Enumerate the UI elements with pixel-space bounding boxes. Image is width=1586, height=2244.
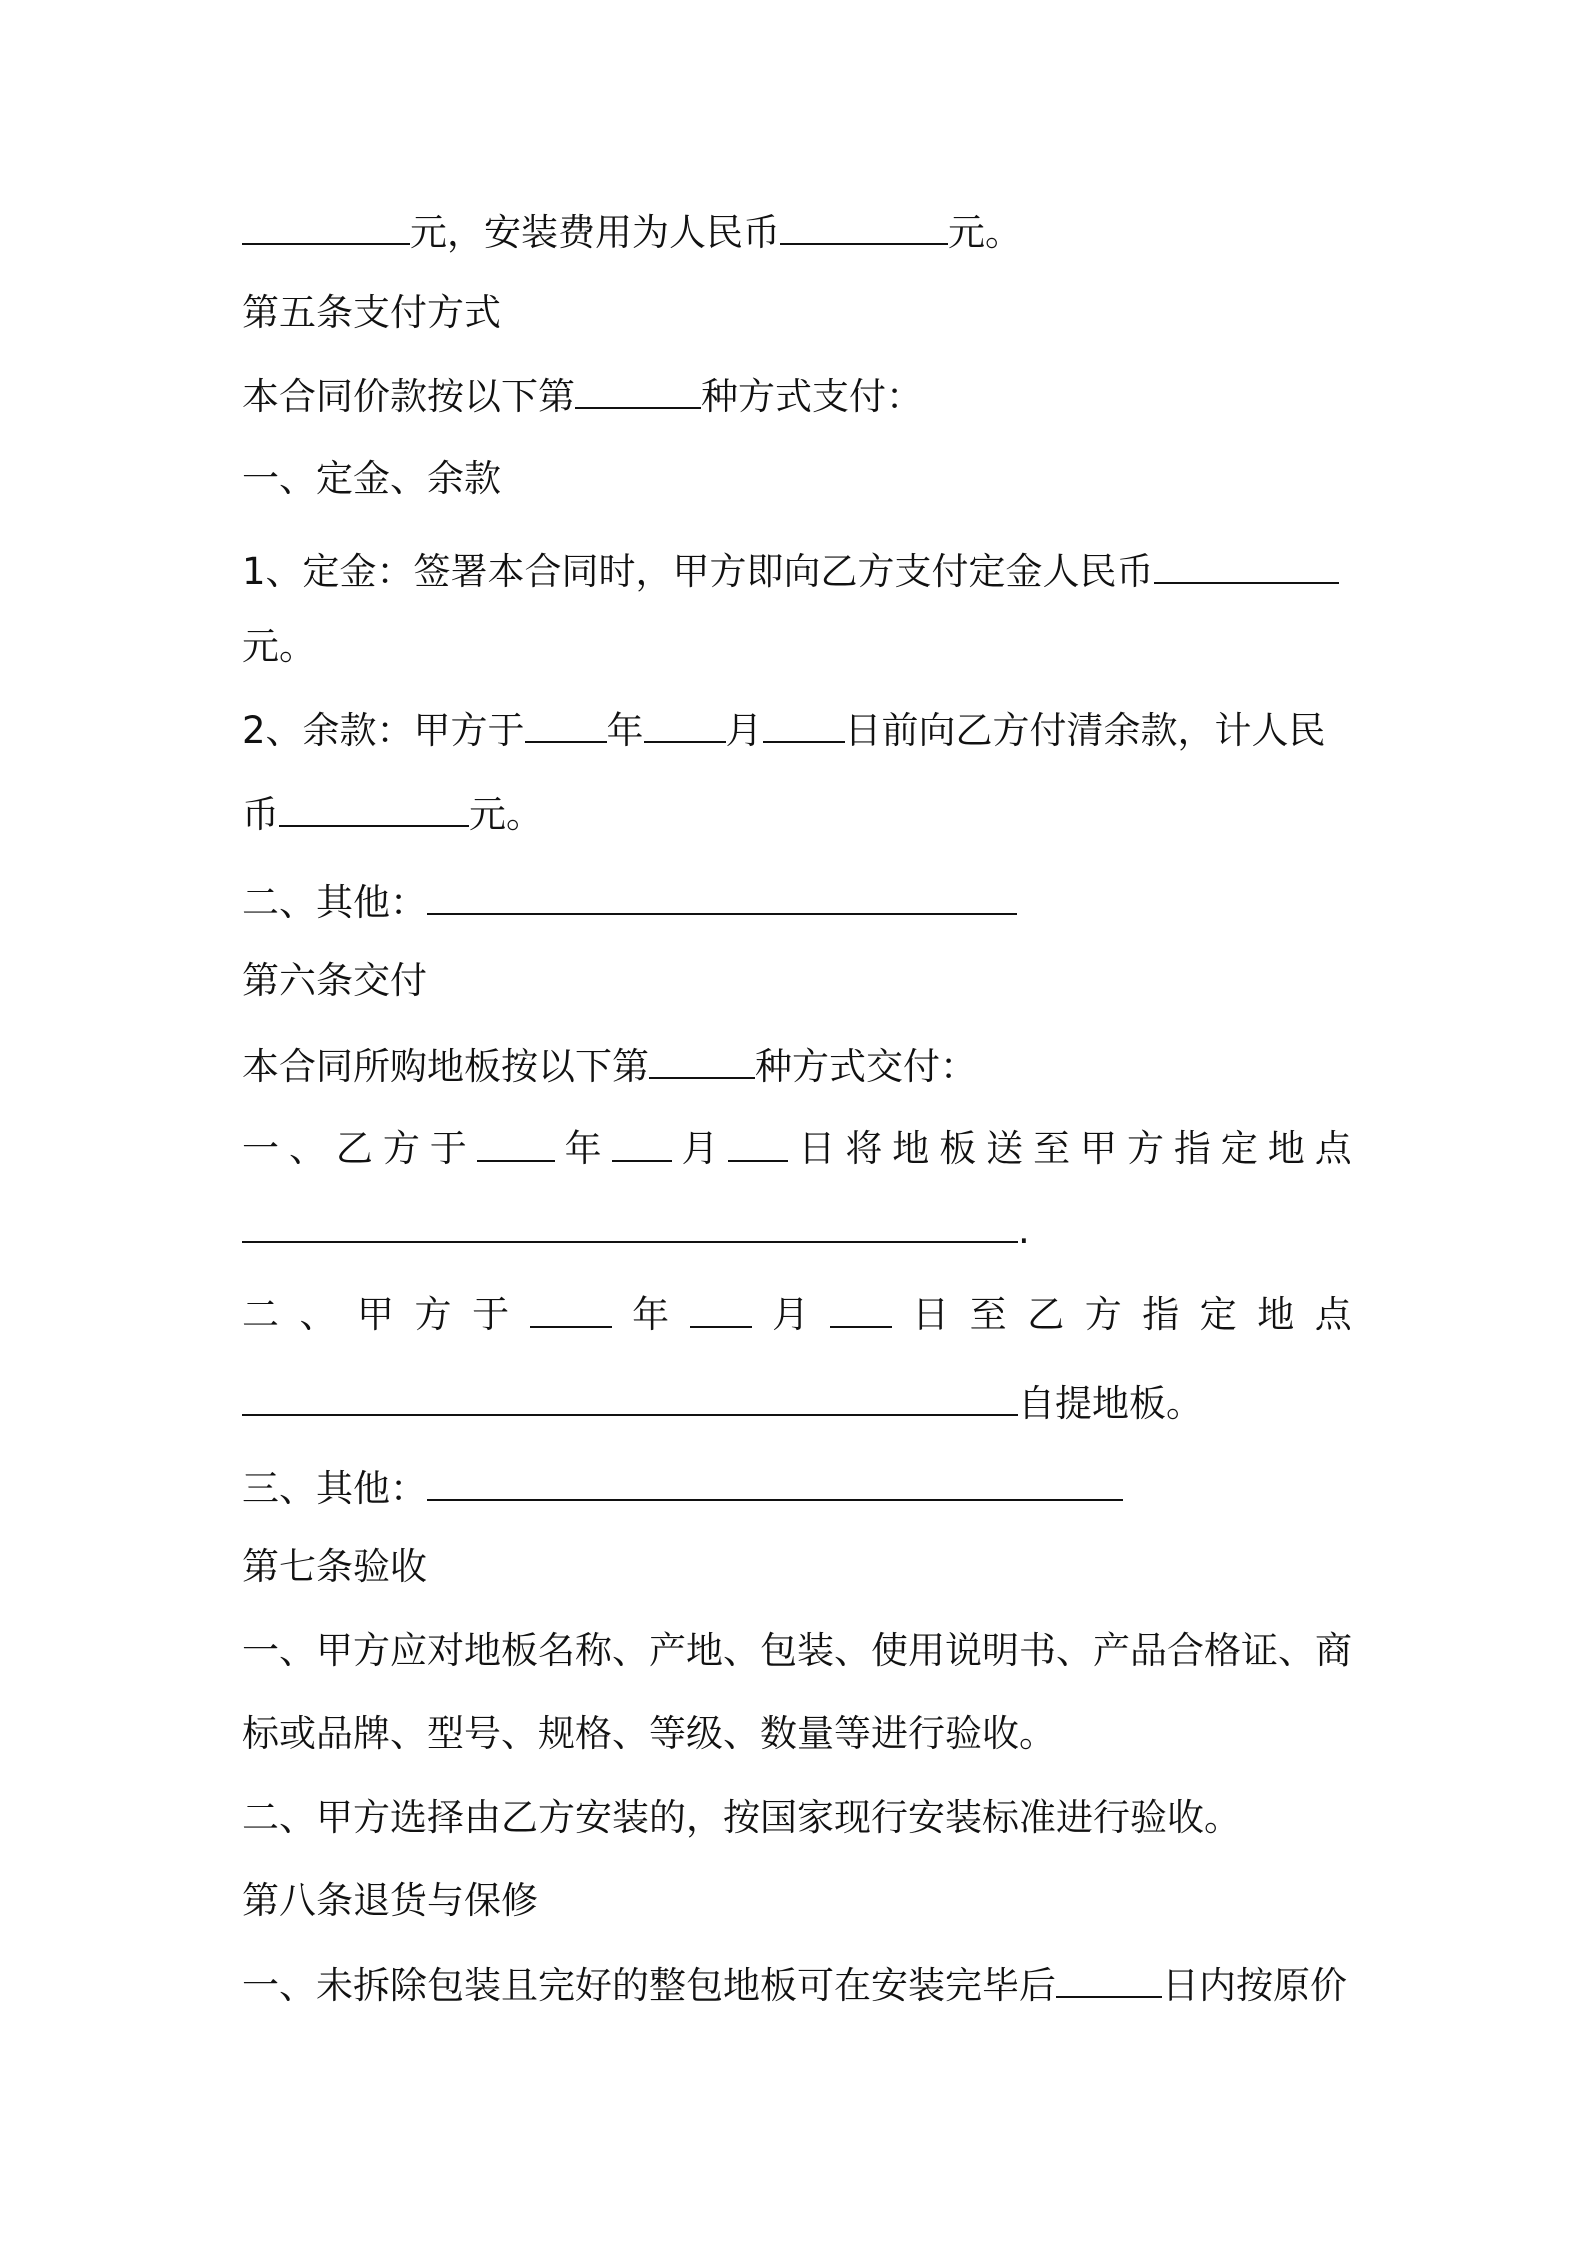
blank-field: [649, 1041, 755, 1079]
article-6-intro: 本合同所购地板按以下第 种方式交付：: [242, 1041, 1352, 1092]
blank-field: [763, 705, 845, 743]
blank-field: [530, 1290, 612, 1328]
blank-field: [612, 1124, 672, 1162]
blank-field: [427, 1463, 1123, 1501]
article-6-other: 三、其他：: [242, 1463, 1352, 1514]
article-7-title: 第七条验收: [242, 1545, 427, 1588]
article-5-deposit-cont: 元。: [242, 625, 316, 668]
article-6-option-2-cont: 自提地板。: [242, 1378, 1352, 1429]
article-5-deposit: 1、定金：签署本合同时，甲方即向乙方支付定金人民币: [242, 546, 1352, 597]
article-8-title: 第八条退货与保修: [242, 1879, 538, 1922]
blank-field: [242, 1378, 1018, 1416]
article-5-intro: 本合同价款按以下第 种方式支付：: [242, 371, 1352, 422]
blank-field: [1154, 546, 1339, 584]
article-5-balance-cont: 币 元。: [242, 789, 1352, 840]
blank-field: [690, 1290, 752, 1328]
blank-field: [279, 789, 469, 827]
blank-field: [525, 705, 607, 743]
blank-field: [242, 1205, 1018, 1243]
article-8-item-1: 一、未拆除包装且完好的整包地板可在安装完毕后 日内按原价: [242, 1960, 1352, 2011]
article-5-option-1: 一、定金、余款: [242, 457, 501, 500]
article-7-item-2: 二、甲方选择由乙方安装的，按国家现行安装标准进行验收。: [242, 1796, 1241, 1839]
blank-field: [575, 371, 701, 409]
blank-field: [830, 1290, 892, 1328]
blank-field: [644, 705, 726, 743]
article-6-option-1: 一 、 乙 方 于 年 月 日 将 地 板 送 至 甲 方 指 定 地 点: [242, 1124, 1352, 1174]
blank-field: [242, 207, 410, 245]
article-5-other: 二、其他：: [242, 877, 1352, 928]
blank-field: [780, 207, 948, 245]
blank-field: [477, 1124, 555, 1162]
blank-field: [728, 1124, 788, 1162]
article-5-title: 第五条支付方式: [242, 291, 501, 334]
price-line-end: 元，安装费用为人民币 元。: [242, 207, 1352, 258]
article-7-item-1: 一、甲方应对地板名称、产地、包装、使用说明书、产品合格证、商: [242, 1629, 1352, 1672]
article-7-item-1-cont: 标或品牌、型号、规格、等级、数量等进行验收。: [242, 1712, 1056, 1755]
article-6-option-1-cont: .: [242, 1205, 1352, 1256]
blank-field: [1056, 1960, 1162, 1998]
article-6-option-2: 二 、 甲 方 于 年 月 日 至 乙 方 指 定 地 点: [242, 1290, 1352, 1340]
article-5-balance: 2、余款：甲方于 年 月 日前向乙方付清余款，计人民: [242, 705, 1352, 756]
article-6-title: 第六条交付: [242, 959, 427, 1002]
blank-field: [427, 877, 1017, 915]
